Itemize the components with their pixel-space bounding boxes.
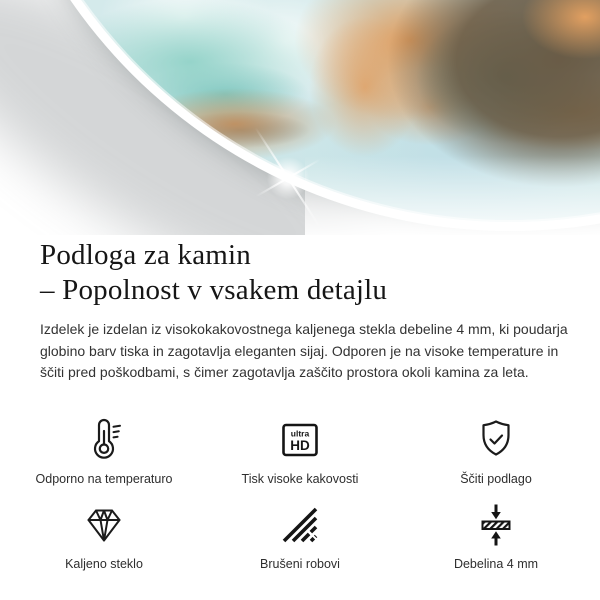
feature-label: Kaljeno steklo (65, 556, 143, 571)
feature-label: Debelina 4 mm (453, 556, 539, 571)
feature-tempered-glass (6, 501, 202, 571)
feature-grid (0, 416, 600, 571)
feature-temperature (6, 416, 202, 486)
page-title-line2: – Popolnost v vsakem detajlu (40, 274, 388, 306)
feature-label: Odporno na temperaturo (35, 471, 173, 486)
feature-print-quality (202, 416, 398, 486)
page-title (40, 238, 570, 308)
hero-image (0, 0, 600, 235)
thermometer-icon (80, 416, 128, 464)
shield-check-icon (472, 416, 520, 464)
feature-label: Ščiti podlago (460, 471, 532, 486)
beveled-edges-icon (276, 501, 324, 549)
diamond-icon (80, 501, 128, 549)
ultra-hd-icon (276, 416, 324, 464)
feature-label: Brušeni robovi (260, 556, 340, 571)
thickness-icon (472, 501, 520, 549)
product-description: Izdelek je izdelan iz visokokakovostnega kaljenega stekla debeline 4 mm, ki poudarja globino barv tiska in zagotavlja eleganten sijaj. Odporen je na visoke temperature in ščiti pred poškodbami, s čimer zagotavlja zaščito prostora okoli kamina za leta. (40, 321, 568, 380)
feature-protects-surface (398, 416, 594, 486)
white-fade-overlay (305, 156, 600, 235)
ultra-hd-badge-line2: HD (290, 437, 310, 453)
feature-label: Tisk visoke kakovosti (241, 471, 359, 486)
ultra-hd-badge-line1: ultra (290, 428, 310, 438)
page-title-line1: Podloga za kamin (40, 239, 251, 271)
product-description-section (0, 238, 600, 384)
feature-polished-edges (202, 501, 398, 571)
feature-thickness (398, 501, 594, 571)
